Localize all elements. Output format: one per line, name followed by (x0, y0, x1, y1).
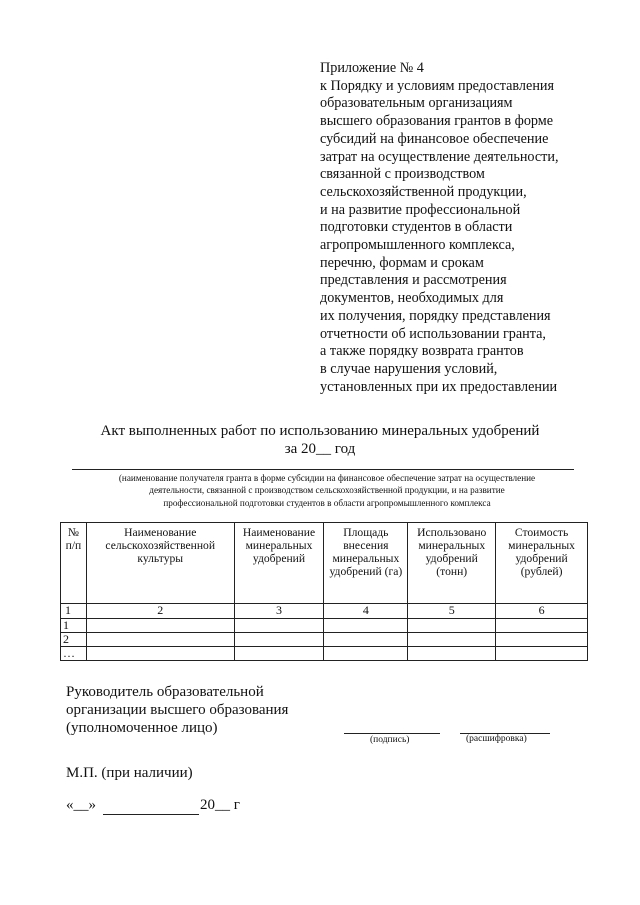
column-header: Использовано минеральных удобрений (тонн) (408, 523, 496, 604)
appendix-line: их получения, порядку представления (320, 307, 551, 324)
signature-line (344, 733, 440, 734)
appendix-line: установленных при их предоставлении (320, 378, 558, 395)
decoding-caption: (расшифровка) (466, 734, 527, 744)
appendix-line: образовательным организациям (320, 95, 513, 112)
table-cell (496, 633, 588, 647)
row-number: 2 (61, 633, 87, 647)
signer-line: (уполномоченное лицо) (66, 720, 218, 736)
table-cell (234, 619, 324, 633)
column-header: Стоимость минеральных удобрений (рублей) (496, 523, 588, 604)
appendix-line: агропромышленного комплекса, (320, 237, 515, 254)
appendix-line: подготовки студентов в области (320, 219, 513, 236)
column-header: Наименование сельскохозяйственной культуры (86, 523, 234, 604)
table-cell (496, 619, 588, 633)
appendix-line: а также порядку возврата грантов (320, 343, 524, 360)
appendix-line: затрат на осуществление деятельности, (320, 148, 559, 165)
date-year: 20__ г (200, 797, 240, 813)
appendix-line: отчетности об использовании гранта, (320, 325, 546, 342)
appendix-line: и на развитие профессиональной (320, 201, 521, 218)
column-number: 5 (408, 604, 496, 619)
act-table (60, 522, 588, 661)
appendix-line: высшего образования грантов в форме (320, 113, 554, 130)
table-row (61, 633, 588, 647)
table-cell (324, 633, 408, 647)
signer-line: организации высшего образования (66, 702, 289, 718)
table-cell (496, 647, 588, 661)
table-cell (234, 633, 324, 647)
table-cell (324, 647, 408, 661)
column-header: Площадь внесения минеральных удобрений (га) (324, 523, 408, 604)
recipient-caption-line: деятельности, связанной с производством сельскохозяйственной продукции, и на развитие (149, 485, 505, 496)
table-cell (234, 647, 324, 661)
row-number: … (61, 647, 87, 661)
column-number-row (61, 604, 588, 619)
table-row (61, 619, 588, 633)
recipient-caption-line: (наименование получателя гранта в форме субсидии на финансовое обеспечение затрат на осуществление (118, 473, 536, 483)
appendix-note (320, 60, 620, 396)
table-cell (324, 619, 408, 633)
date-month-line (103, 814, 199, 815)
column-header: Наименование минеральных удобрений (234, 523, 324, 604)
stamp-place: М.П. (при наличии) (66, 765, 193, 781)
document-title: Акт выполненных работ по использованию минеральных удобрений (100, 423, 540, 439)
date-day: «__» (66, 797, 96, 813)
signer-block (66, 683, 288, 737)
row-number: 1 (61, 619, 87, 633)
recipient-name-line (72, 469, 574, 470)
appendix-line: Приложение № 4 (320, 60, 424, 76)
appendix-line: в случае нарушения условий, (320, 360, 498, 377)
table-cell (86, 647, 234, 661)
appendix-line: к Порядку и условиям предоставления (320, 77, 555, 94)
column-number: 3 (234, 604, 324, 619)
table-cell (86, 619, 234, 633)
document-title-year: за 20__ год (284, 441, 356, 457)
table-header-row (61, 523, 588, 604)
appendix-line: сельскохозяйственной продукции, (320, 183, 527, 200)
column-number: 6 (496, 604, 588, 619)
table-cell (408, 619, 496, 633)
table-row (61, 647, 588, 661)
appendix-line: субсидий на финансовое обеспечение (320, 130, 549, 147)
appendix-line: перечню, формам и срокам (320, 254, 484, 271)
appendix-line: представления и рассмотрения (320, 272, 507, 289)
column-number: 1 (61, 604, 87, 619)
column-number: 4 (324, 604, 408, 619)
table-cell (408, 647, 496, 661)
recipient-caption (72, 472, 582, 509)
table-cell (408, 633, 496, 647)
signature-caption: (подпись) (370, 735, 410, 745)
appendix-line: связанной с производством (320, 166, 485, 183)
table-cell (86, 633, 234, 647)
appendix-line: документов, необходимых для (320, 290, 504, 307)
date-field (66, 797, 240, 814)
column-number: 2 (86, 604, 234, 619)
column-header: № п/п (61, 523, 87, 604)
recipient-caption-line: профессиональной подготовки студентов в области агропромышленного комплекса (163, 497, 491, 508)
signer-line: Руководитель образовательной (66, 684, 264, 700)
